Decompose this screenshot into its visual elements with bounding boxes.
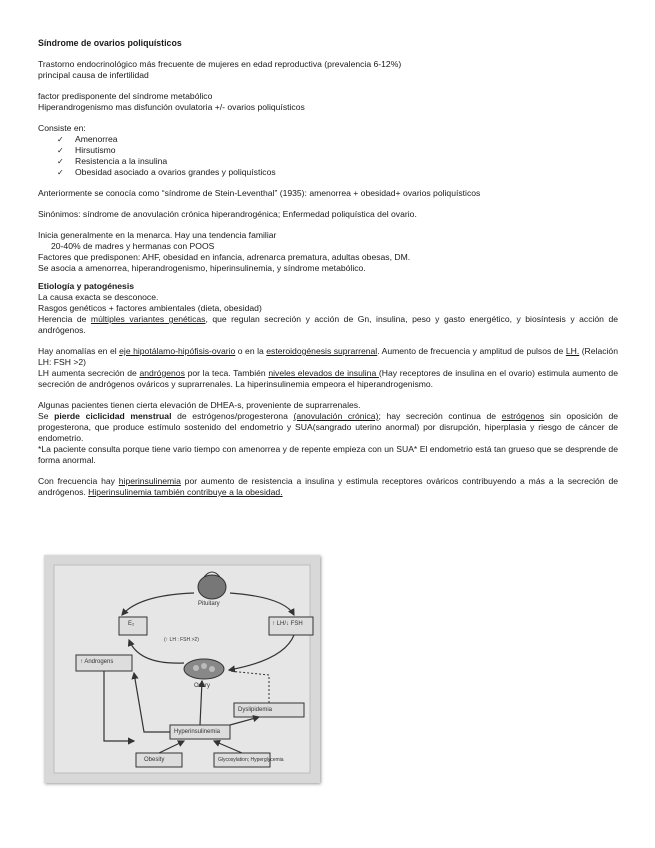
pcos-diagram-figure [44, 555, 320, 783]
checkmark-icon: ✓ [57, 168, 64, 177]
ratio-label: (↑ LH : FSH >2) [164, 637, 199, 643]
lh-fsh-label: ↑ LH/↓ FSH [272, 621, 303, 627]
axis-paragraph: Hay anomalías en el eje hipotálamo-hipófisis-ovario o en la esteroidogénesis suprarrenal. Aumento de frecuencia y amplitud de pulsos de LH. (Relación LH: FSH >2) [38, 346, 618, 367]
synonyms-text: Sinónimos: síndrome de anovulación crónica hiperandrogénica; Enfermedad poliquística del ovario. [38, 209, 417, 219]
list-item: ✓ Resistencia a la insulina [57, 156, 168, 166]
insulin-paragraph: Con frecuencia hay hiperinsulinemia por aumento de resistencia a insulina y estimula receptores ováricos contribuyendo a más a la secreción de andrógenos. Hiperinsulinemia también contribuye a la obesidad. [38, 476, 619, 497]
obesity-label: Obesity [144, 757, 165, 763]
etiology-paragraph: Herencia de múltiples variantes genéticas, que regulan secreción y acción de Gn, insulina, peso y gasto energético, y biosíntesis y acción de andrógenos. [38, 314, 619, 335]
list-item: ✓ Amenorrea [57, 134, 118, 144]
history-text: Anteriormente se conocía como “síndrome de Stein-Leventhal” (1935): amenorrea + obesidad+ ovarios poliquísticos [38, 188, 481, 198]
glycemia-label: Glycosylation; Hyperglycemia [218, 757, 284, 763]
etiology-line-1: La causa exacta se desconoce. [38, 292, 159, 302]
etiology-line-2: Rasgos genéticos + factores ambientales (dieta, obesidad) [38, 303, 262, 313]
checkmark-icon: ✓ [57, 157, 64, 166]
onset-line-1: Inicia generalmente en la menarca. Hay una tendencia familiar [38, 230, 277, 240]
list-item: ✓ Hirsutismo [57, 145, 116, 155]
lh-paragraph: LH aumenta secreción de andrógenos por la teca. También niveles elevados de insulina (Hay receptores de insulina en el ovario) estimula aumento de secreción de andrógenos ováricos y suprarrenales. La hiperinsulinemia empeora el hiperandrogenismo. [38, 368, 618, 389]
pituitary-label: Pituitary [198, 601, 220, 607]
assoc-line-2: Hiperandrogenismo mas disfunción ovulatoria +/- ovarios poliquísticos [38, 102, 305, 112]
onset-line-2: 20-40% de madres y hermanas con POOS [51, 241, 215, 251]
ovary-label: Ovary [194, 683, 211, 689]
e2-label: E₂ [128, 621, 135, 627]
document-page [38, 38, 618, 498]
clinical-note: *La paciente consulta porque tiene vario tiempo con amenorrea y de repente empieza con un SUA* El endometrio está tan grueso que se desprende de forma anormal. [38, 444, 618, 465]
dhea-line: Algunas pacientes tienen cierta elevación de DHEA-s, proveniente de suprarrenales. [38, 400, 361, 410]
intro-line-1: Trastorno endocrinológico más frecuente de mujeres en edad reproductiva (prevalencia 6-12%) [38, 59, 402, 69]
onset-line-3: Factores que predisponen: AHF, obesidad en infancia, adrenarca prematura, adultas obesas, DM. [38, 252, 411, 262]
checkmark-icon: ✓ [57, 146, 64, 155]
menstrual-paragraph: Se pierde ciclicidad menstrual de estrógenos/progesterona (anovulación crónica); hay secreción continua de estrógenos sin oposición de progesterona, que produce estímulo sostenido del endometrio y SUA(sangrado uterino anormal) por disrupción, hiperplasia y riesgo de cáncer de endometrio. [38, 411, 618, 443]
pituitary-icon [198, 575, 226, 599]
androgens-label: ↑ Androgens [80, 659, 114, 665]
hyperinsulinemia-label: Hyperinsulinemia [174, 729, 221, 735]
intro-line-2: principal causa de infertilidad [38, 70, 149, 80]
etiology-heading: Etiología y patogénesis [38, 281, 134, 291]
list-item: ✓ Obesidad asociado a ovarios grandes y poliquísticos [57, 167, 276, 177]
consiste-list [38, 134, 618, 178]
consiste-label: Consiste en: [38, 123, 86, 133]
assoc-line-1: factor predisponente del síndrome metabólico [38, 91, 213, 101]
onset-line-4: Se asocia a amenorrea, hiperandrogenismo, hiperinsulinemia, y síndrome metabólico. [38, 263, 366, 273]
checkmark-icon: ✓ [57, 135, 64, 144]
page-title: Síndrome de ovarios poliquísticos [38, 38, 182, 48]
dyslipidemia-label: Dyslipidemia [238, 707, 273, 713]
pcos-diagram [44, 555, 320, 783]
